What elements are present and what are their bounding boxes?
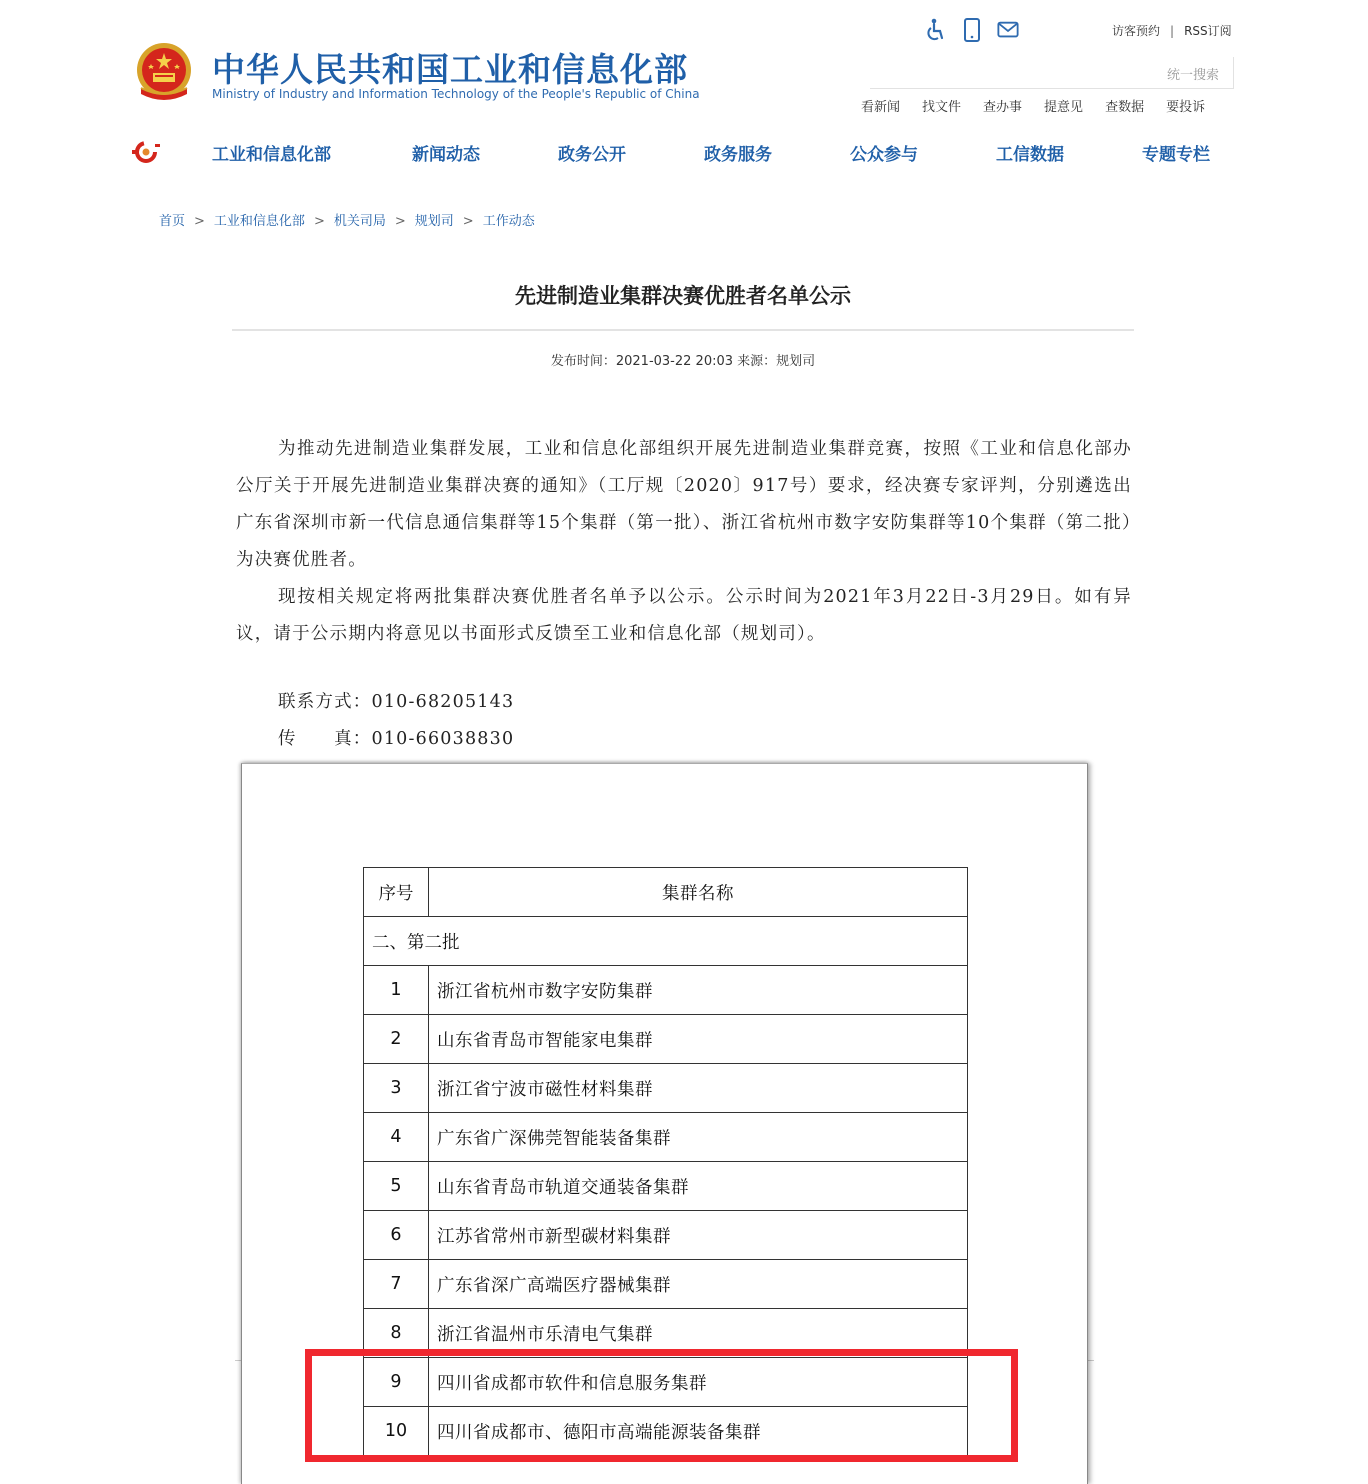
row-number: 4 bbox=[364, 1113, 429, 1162]
table-group-row bbox=[364, 917, 968, 966]
table-row bbox=[364, 1064, 968, 1113]
row-number: 10 bbox=[364, 1407, 429, 1456]
row-name: 广东省广深佛莞智能装备集群 bbox=[429, 1113, 968, 1162]
visitor-appointment-link[interactable]: 访客预约 bbox=[1112, 24, 1161, 38]
row-name: 山东省青岛市轨道交通装备集群 bbox=[429, 1162, 968, 1211]
breadcrumb-separator: > bbox=[394, 214, 406, 229]
nav-item-public-participation[interactable]: 公众参与 bbox=[850, 145, 918, 165]
article-title: 先进制造业集群决赛优胜者名单公示 bbox=[515, 284, 851, 308]
breadcrumb-planning-dept[interactable]: 规划司 bbox=[414, 214, 454, 229]
nav-item-miit[interactable]: 工业和信息化部 bbox=[212, 145, 331, 165]
row-number: 8 bbox=[364, 1309, 429, 1358]
row-number: 1 bbox=[364, 966, 429, 1015]
nav-item-news[interactable]: 新闻动态 bbox=[412, 145, 480, 165]
table-row bbox=[364, 1162, 968, 1211]
site-subtitle: Ministry of Industry and Information Technology of the People's Republic of China bbox=[212, 87, 700, 101]
main-nav bbox=[212, 140, 1210, 165]
national-emblem-logo[interactable] bbox=[133, 40, 195, 106]
title-divider bbox=[232, 329, 1134, 331]
row-number: 5 bbox=[364, 1162, 429, 1211]
row-number: 9 bbox=[364, 1358, 429, 1407]
breadcrumb-separator: > bbox=[313, 214, 325, 229]
quick-link-data[interactable]: 查数据 bbox=[1105, 100, 1145, 115]
table-row bbox=[364, 1260, 968, 1309]
miit-logo-icon[interactable] bbox=[131, 138, 161, 166]
contact-fax: 传 真：010-66038830 bbox=[278, 729, 515, 749]
row-name: 四川省成都市软件和信息服务集群 bbox=[429, 1358, 968, 1407]
top-icon-bar bbox=[925, 18, 1019, 42]
mail-icon[interactable] bbox=[997, 18, 1019, 42]
accessibility-icon[interactable] bbox=[925, 18, 947, 42]
contact-phone: 联系方式：010-68205143 bbox=[278, 692, 515, 712]
article-paragraph-2: 现按相关规定将两批集群决赛优胜者名单予以公示。公示时间为2021年3月22日-3月29日。如有异议，请于公示期内将意见以书面形式反馈至工业和信息化部（规划司）。 bbox=[236, 587, 1132, 644]
table-row bbox=[364, 1113, 968, 1162]
quick-link-news[interactable]: 看新闻 bbox=[861, 100, 901, 115]
article-meta: 发布时间：2021-03-22 20:03 来源：规划司 bbox=[550, 354, 816, 369]
breadcrumb-miit[interactable]: 工业和信息化部 bbox=[213, 214, 305, 229]
nav-item-gov-affairs[interactable]: 政务公开 bbox=[558, 145, 626, 165]
top-links bbox=[1112, 22, 1232, 39]
table-group-label: 二、第二批 bbox=[364, 917, 968, 966]
quick-link-services[interactable]: 查办事 bbox=[983, 100, 1023, 115]
row-number: 2 bbox=[364, 1015, 429, 1064]
row-name: 江苏省常州市新型碳材料集群 bbox=[429, 1211, 968, 1260]
table-row bbox=[364, 1015, 968, 1064]
article-paragraph-1: 为推动先进制造业集群发展，工业和信息化部组织开展先进制造业集群竞赛，按照《工业和信息化部办公厅关于开展先进制造业集群决赛的通知》（工厅规〔2020〕917号）要求，经决赛专家评判，分别遴选出广东省深圳市新一代信息通信集群等15个集群（第一批）、浙江省杭州市数字安防集群等10个集群（第二批）为决赛优胜者。 bbox=[236, 439, 1132, 570]
row-number: 3 bbox=[364, 1064, 429, 1113]
search-button[interactable]: 统一搜索 bbox=[1166, 68, 1219, 83]
red-highlight-box bbox=[305, 1349, 1018, 1462]
site-title[interactable]: 中华人民共和国工业和信息化部 bbox=[212, 50, 688, 89]
breadcrumb-work-news[interactable]: 工作动态 bbox=[482, 214, 535, 229]
rss-link[interactable]: RSS订阅 bbox=[1184, 24, 1232, 38]
table-header-row bbox=[364, 868, 968, 917]
quick-link-documents[interactable]: 找文件 bbox=[922, 100, 962, 115]
table-header-name: 集群名称 bbox=[429, 868, 968, 917]
breadcrumb bbox=[159, 210, 535, 229]
search-box bbox=[870, 57, 1234, 89]
row-number: 7 bbox=[364, 1260, 429, 1309]
top-links-separator: | bbox=[1170, 24, 1175, 38]
nav-item-gov-services[interactable]: 政务服务 bbox=[704, 145, 772, 165]
row-name: 四川省成都市、德阳市高端能源装备集群 bbox=[429, 1407, 968, 1456]
table-row bbox=[364, 966, 968, 1015]
row-name: 浙江省宁波市磁性材料集群 bbox=[429, 1064, 968, 1113]
breadcrumb-departments[interactable]: 机关司局 bbox=[333, 214, 386, 229]
search-input[interactable] bbox=[870, 57, 1150, 87]
mobile-icon[interactable] bbox=[961, 18, 983, 42]
quick-link-complaint[interactable]: 要投诉 bbox=[1166, 100, 1206, 115]
breadcrumb-separator: > bbox=[194, 214, 205, 229]
quick-link-feedback[interactable]: 提意见 bbox=[1044, 100, 1084, 115]
nav-item-data[interactable]: 工信数据 bbox=[996, 145, 1064, 165]
nav-item-special-topics[interactable]: 专题专栏 bbox=[1142, 145, 1210, 165]
row-name: 山东省青岛市智能家电集群 bbox=[429, 1015, 968, 1064]
row-name: 广东省深广高端医疗器械集群 bbox=[429, 1260, 968, 1309]
quick-links bbox=[861, 96, 1205, 115]
table-row bbox=[364, 1211, 968, 1260]
row-number: 6 bbox=[364, 1211, 429, 1260]
row-name: 浙江省温州市乐清电气集群 bbox=[429, 1309, 968, 1358]
breadcrumb-separator: > bbox=[462, 214, 474, 229]
row-name: 浙江省杭州市数字安防集群 bbox=[429, 966, 968, 1015]
table-header-number: 序号 bbox=[364, 868, 429, 917]
breadcrumb-home[interactable]: 首页 bbox=[159, 214, 186, 229]
